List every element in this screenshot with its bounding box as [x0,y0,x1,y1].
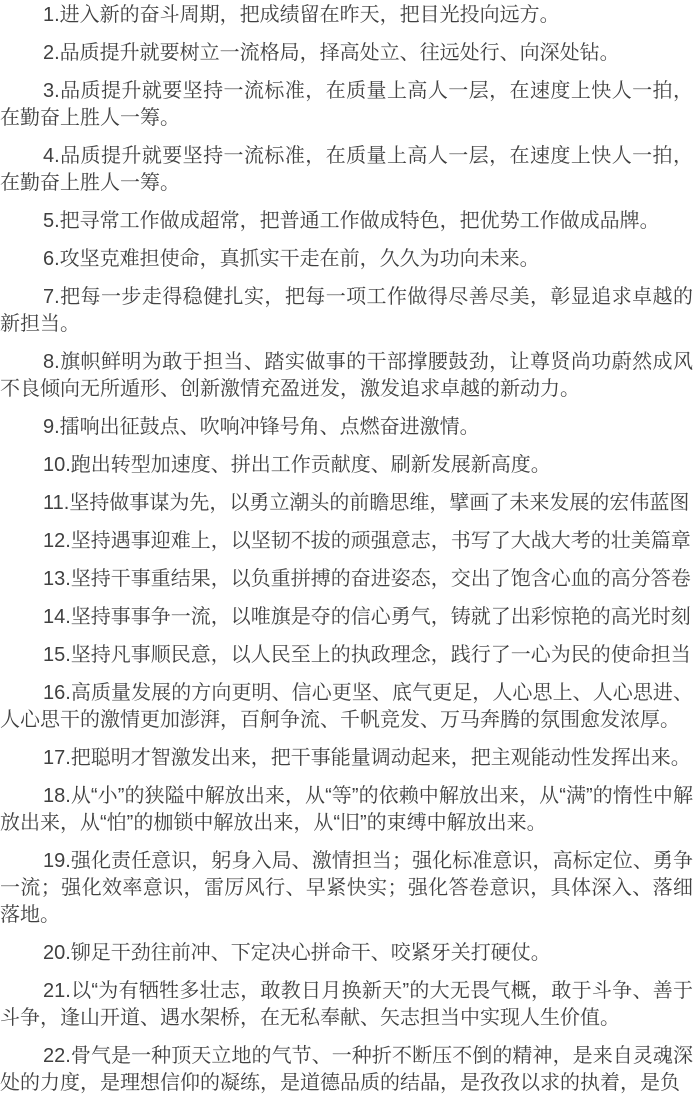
paragraph: 20.铆足干劲往前冲、下定决心拼命干、咬紧牙关打硬仗。 [43,942,551,964]
paragraph: 3.品质提升就要坚持一流标准，在质量上高人一层，在速度上快人一拍，在勤奋上胜人一筹。 [0,80,693,129]
paragraph: 10.跑出转型加速度、拼出工作贡献度、刷新发展新高度。 [43,454,551,476]
paragraph: 7.把每一步走得稳健扎实，把每一项工作做得尽善尽美，彰显追求卓越的新担当。 [0,286,693,335]
paragraph: 6.攻坚克难担使命，真抓实干走在前，久久为功向未来。 [43,248,540,270]
paragraph: 11.坚持做事谋为先，以勇立潮头的前瞻思维，擘画了未来发展的宏伟蓝图 [43,492,690,514]
paragraph: 1.进入新的奋斗周期，把成绩留在昨天，把目光投向远方。 [43,4,560,26]
paragraph: 9.擂响出征鼓点、吹响冲锋号角、点燃奋进激情。 [43,416,480,438]
paragraph: 4.品质提升就要坚持一流标准，在质量上高人一层，在速度上快人一拍，在勤奋上胜人一筹。 [0,145,693,194]
paragraph: 2.品质提升就要树立一流格局，择高处立、往远处行、向深处钻。 [43,42,620,64]
paragraph: 17.把聪明才智激发出来，把干事能量调动起来，把主观能动性发挥出来。 [43,747,691,769]
paragraph: 19.强化责任意识，躬身入局、激情担当；强化标准意识，高标定位、勇争一流；强化效率意识，雷厉风行、早紧快实；强化答卷意识，具体深入、落细落地。 [0,850,693,926]
paragraph: 16.高质量发展的方向更明、信心更坚、底气更足，人心思上、人心思进、人心思干的激情更加澎湃，百舸争流、千帆竞发、万马奔腾的氛围愈发浓厚。 [0,682,693,731]
paragraph: 21.以“为有牺牲多壮志，敢教日月换新天”的大无畏气概，敢于斗争、善于斗争，逢山开道、遇水架桥，在无私奉献、矢志担当中实现人生价值。 [0,980,693,1029]
paragraph: 22.骨气是一种顶天立地的气节、一种折不断压不倒的精神，是来自灵魂深处的力度，是理想信仰的凝练，是道德品质的结晶，是孜孜以求的执着，是负 [0,1045,693,1094]
paragraph: 5.把寻常工作做成超常，把普通工作做成特色，把优势工作做成品牌。 [43,210,660,232]
paragraph: 12.坚持遇事迎难上，以坚韧不拔的顽强意志，书写了大战大考的壮美篇章 [43,530,691,552]
paragraph: 14.坚持事事争一流，以唯旗是夺的信心勇气，铸就了出彩惊艳的高光时刻 [43,606,691,628]
paragraph: 8.旗帜鲜明为敢于担当、踏实做事的干部撑腰鼓劲，让尊贤尚功蔚然成风不良倾向无所遁形、创新激情充盈迸发，激发追求卓越的新动力。 [0,351,693,400]
paragraph: 13.坚持干事重结果，以负重拼搏的奋进姿态，交出了饱含心血的高分答卷 [43,568,691,590]
paragraph: 18.从“小”的狭隘中解放出来，从“等”的依赖中解放出来，从“满”的惰性中解放出来，从“怕”的枷锁中解放出来，从“旧”的束缚中解放出来。 [0,785,693,834]
paragraph: 15.坚持凡事顺民意，以人民至上的执政理念，践行了一心为民的使命担当 [43,644,691,666]
